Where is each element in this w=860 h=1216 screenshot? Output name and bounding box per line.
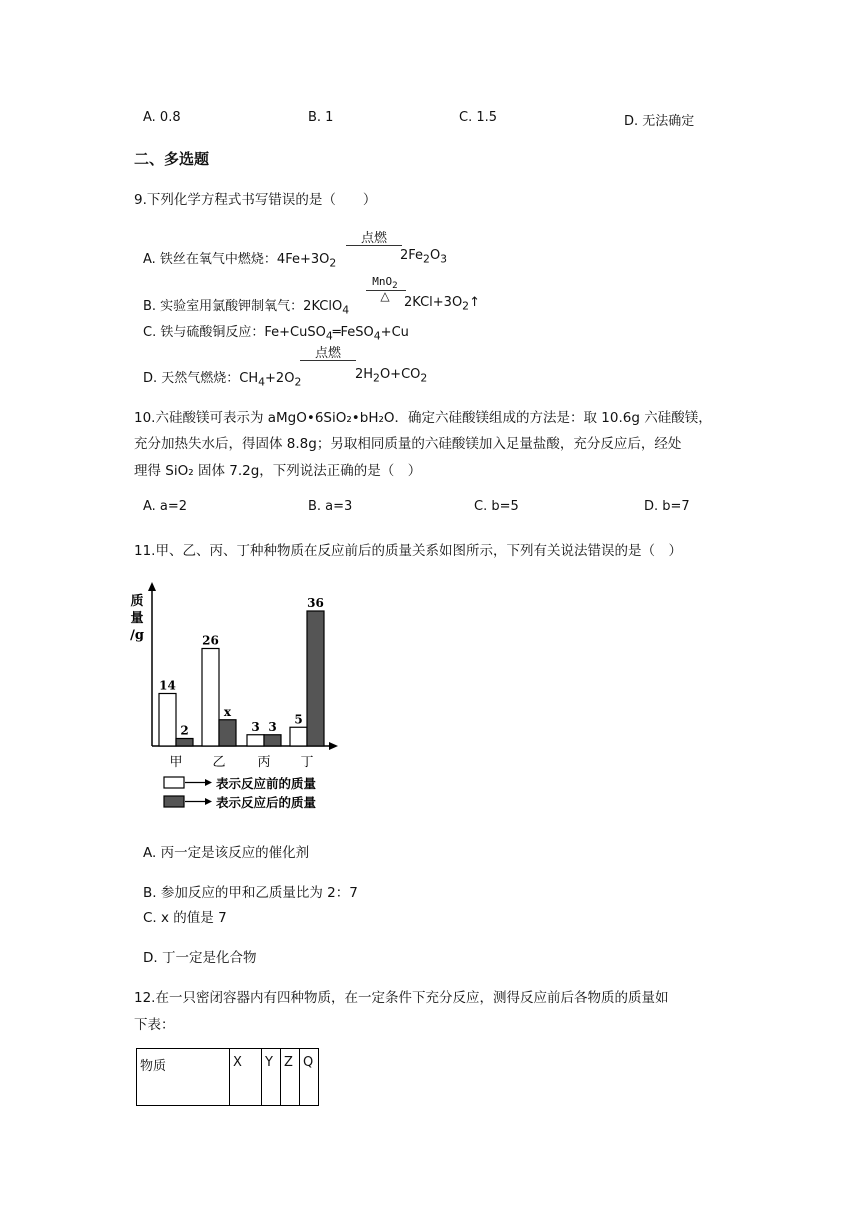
- q10-option-c: C. b=5: [474, 499, 519, 514]
- bar-甲-1: [176, 739, 193, 747]
- bar-label-甲-1: 2: [180, 723, 189, 738]
- table-row: [137, 1049, 319, 1106]
- q9-d-condition: 点燃: [314, 346, 341, 361]
- bar-丙-1: [264, 735, 281, 746]
- bar-label-乙-1: x: [223, 704, 232, 719]
- bar-丙-0: [247, 735, 264, 746]
- legend-label-1: 表示反应后的质量: [216, 795, 317, 810]
- bar-label-丙-1: 3: [268, 719, 277, 734]
- q11-option-c: C. x 的值是 7: [143, 910, 227, 926]
- section-title: 二、多选题: [134, 150, 210, 168]
- x-tick-丙: 丙: [257, 755, 271, 770]
- bar-丁-1: [307, 611, 324, 746]
- table-cell-q: Q: [300, 1049, 319, 1106]
- q9-option-b: B. 实验室用氯酸钾制氧气：2KClO$_4$: [143, 299, 350, 317]
- q9-b-heat: △: [380, 289, 390, 303]
- x-tick-乙: 乙: [212, 755, 226, 770]
- q8-option-b: B. 1: [308, 110, 334, 125]
- q10-line-3: 理得 SiO₂ 固体 7.2g，下列说法正确的是（ ）: [134, 463, 422, 479]
- q11-stem: 11.甲、乙、丙、丁种种物质在反应前后的质量关系如图所示，下列有关说法错误的是（ ）: [134, 543, 682, 559]
- table-cell-x: X: [230, 1049, 262, 1106]
- q8-option-a: A. 0.8: [143, 110, 181, 125]
- mass-bar-chart: [126, 580, 346, 816]
- bar-label-甲-0: 14: [159, 678, 176, 693]
- q9-stem: 9.下列化学方程式书写错误的是（ ）: [134, 192, 377, 208]
- legend-arrow-head-1: [205, 798, 212, 805]
- svg-text:量: 量: [130, 611, 144, 626]
- x-tick-丁: 丁: [300, 755, 314, 770]
- q10-option-a: A. a=2: [143, 499, 188, 514]
- legend-swatch-0: [164, 777, 184, 788]
- chart-ylabel: [130, 593, 144, 643]
- bar-乙-0: [202, 649, 219, 747]
- q11-option-a: A. 丙一定是该反应的催化剂: [143, 845, 310, 861]
- q10-option-d: D. b=7: [644, 499, 690, 514]
- svg-text:质: 质: [130, 594, 144, 609]
- q10-line-2: 充分加热失水后，得固体 8.8g；另取相同质量的六硅酸镁加入足量盐酸，充分反应后，经处: [134, 436, 682, 452]
- q11-option-b: B. 参加反应的甲和乙质量比为 2：7: [143, 885, 358, 901]
- legend-arrow-head-0: [205, 779, 212, 786]
- q10-option-b: B. a=3: [308, 499, 353, 514]
- y-axis-arrow: [148, 582, 156, 591]
- table-cell-z: Z: [281, 1049, 300, 1106]
- q9-option-a: A. 铁丝在氧气中燃烧：$4Fe+3O_2$: [143, 252, 337, 270]
- q9-a-condition: 点燃: [360, 231, 387, 246]
- q12-line-1: 12.在一只密闭容器内有四种物质，在一定条件下充分反应，测得反应前后各物质的质量如: [134, 990, 669, 1006]
- q9-b-catalyst: MnO$_2$: [372, 275, 398, 292]
- table-cell-header: 物质: [137, 1049, 230, 1106]
- q10-line-1: 10.六硅酸镁可表示为 aMgO•6SiO₂•bH₂O．确定六硅酸镁组成的方法是：取 10.6g 六硅酸镁，: [134, 410, 712, 426]
- q8-option-d: D. 无法确定: [624, 114, 695, 129]
- q9-b-product: $2KCl+3O_2↑$: [404, 295, 480, 313]
- bar-甲-0: [159, 694, 176, 747]
- bar-label-丙-0: 3: [251, 719, 260, 734]
- legend-swatch-1: [164, 796, 184, 807]
- x-axis-arrow: [329, 742, 338, 750]
- q8-option-c: C. 1.5: [459, 110, 498, 125]
- q9-option-c: C. 铁与硫酸铜反应：Fe+CuSO$_4$═FeSO$_4$+Cu: [143, 325, 409, 343]
- q9-a-product: $2Fe_2O_3$: [400, 248, 448, 266]
- q9-d-condition-line: [300, 360, 356, 361]
- bar-label-丁-0: 5: [294, 712, 303, 727]
- q9-a-condition-line: [346, 245, 402, 246]
- legend-label-0: 表示反应前的质量: [216, 776, 317, 791]
- table-cell-y: Y: [262, 1049, 281, 1106]
- bar-label-丁-1: 36: [307, 596, 324, 610]
- x-tick-甲: 甲: [169, 755, 183, 770]
- q9-d-product: $2H_2O+CO_2$: [355, 367, 428, 385]
- mass-table: [136, 1048, 319, 1106]
- svg-text:/g: /g: [130, 628, 144, 643]
- q12-line-2: 下表：: [134, 1017, 175, 1033]
- bar-乙-1: [219, 720, 236, 746]
- q11-option-d: D. 丁一定是化合物: [143, 950, 257, 966]
- bar-丁-0: [290, 727, 307, 746]
- q9-option-d: D. 天然气燃烧：$CH_4+2O_2$: [143, 371, 302, 389]
- bar-label-乙-0: 26: [202, 633, 219, 648]
